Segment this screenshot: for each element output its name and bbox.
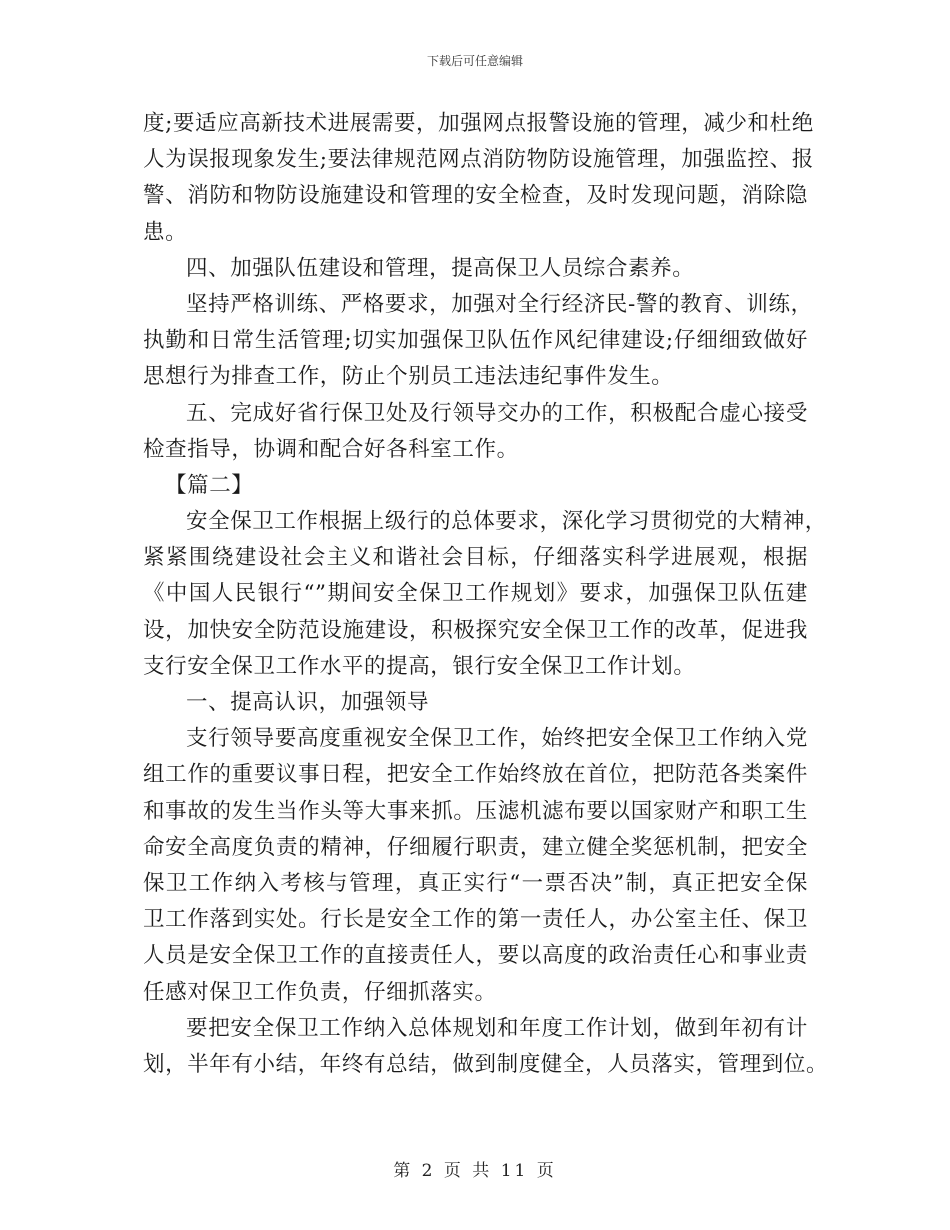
text-line: 度;要适应高新技术进展需要，加强网点报警设施的管理，减少和杜绝	[143, 111, 814, 136]
text-line: 安全保卫工作根据上级行的总体要求，深化学习贯彻党的大精神，	[186, 509, 827, 535]
text-line: 命安全高度负责的精神，仔细履行职责，建立健全奖惩机制，把安全	[143, 834, 808, 860]
text-line: 思想行为排查工作，防止个别员工违法违纪事件发生。	[143, 364, 674, 390]
text-line: 人员是安全保卫工作的直接责任人，要以高度的政治责任心和事业责	[143, 943, 808, 969]
text-line: 紧紧围绕建设社会主义和谐社会目标，仔细落实科学进展观，根据	[143, 545, 808, 571]
text-line: 卫工作落到实处。行长是安全工作的第一责任人，办公室主任、保卫	[143, 907, 808, 933]
text-line: 《中国人民银行“”期间安全保卫工作规划》要求，加强保卫队伍建	[143, 581, 808, 607]
text-line: 任感对保卫工作负责，仔细抓落实。	[143, 979, 497, 1005]
text-line: 设，加快安全防范设施建设，积极探究安全保卫工作的改革，促进我	[143, 617, 808, 643]
text-line: 支行安全保卫工作水平的提高，银行安全保卫工作计划。	[143, 653, 696, 679]
text-line: 检查指导，协调和配合好各科室工作。	[143, 436, 519, 462]
text-line: 执勤和日常生活管理;切实加强保卫队伍作风纪律建设;仔细细致做好	[143, 328, 808, 354]
text-line: 保卫工作纳入考核与管理，真正实行“一票否决”制，真正把安全保	[143, 870, 808, 896]
text-line: 和事故的发生当作头等大事来抓。压滤机滤布要以国家财产和职工生	[143, 798, 808, 824]
text-line: 患。	[143, 219, 188, 245]
text-line: 警、消防和物防设施建设和管理的安全检查，及时发现问题，消除隐	[143, 183, 808, 209]
document-body	[143, 106, 829, 1083]
page-header: 下载后可任意编辑	[426, 54, 523, 68]
text-line: 坚持严格训练、严格要求，加强对全行经济民-警的教育、训练，	[186, 291, 813, 317]
text-line: 要把安全保卫工作纳入总体规划和年度工作计划，做到年初有计	[186, 1015, 808, 1041]
page-footer: 第 2 页 共 11 页	[393, 1161, 557, 1181]
text-line: 组工作的重要议事日程，把安全工作始终放在首位，把防范各类案件	[143, 762, 808, 788]
text-line: 四、加强队伍建设和管理，提高保卫人员综合素养。	[186, 255, 695, 281]
text-line: 【篇二】	[165, 472, 254, 498]
text-line: 五、完成好省行保卫处及行领导交办的工作，积极配合虚心接受	[186, 400, 808, 426]
text-line: 人为误报现象发生;要法律规范网点消防物防设施管理，加强监控、报	[143, 147, 814, 173]
text-line: 一、提高认识，加强领导	[186, 690, 430, 715]
text-line: 支行领导要高度重视安全保卫工作，始终把安全保卫工作纳入党	[186, 726, 808, 752]
text-line: 划，半年有小结，年终有总结，做到制度健全，人员落实，管理到位。	[143, 1051, 829, 1077]
